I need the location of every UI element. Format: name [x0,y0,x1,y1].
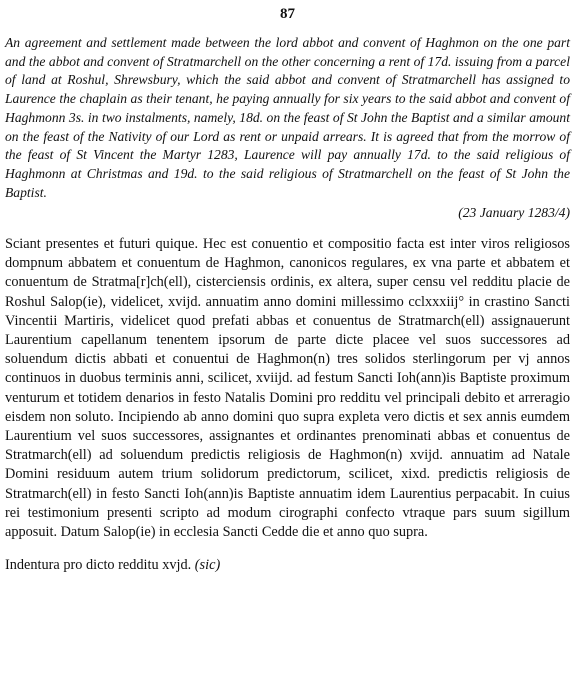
endorsement-note [5,556,570,575]
sic-annotation: (sic) [194,557,221,574]
latin-charter-text: Sciant presentes et futuri quique. Hec est conuentio et compositio facta est inter viros religiosos dompnum abbatem et conuentum de Haghmon, canonicos regulares, ex vna parte et abbatem et conuentum de Stratma[r]ch(ell), cisterciensis ordinis, ex altera, super censu vel redditu placie de Roshul Salop(ie), videlicet, xvijd. annuatim anno domini millessimo cclxxxiij° in crastino Sancti Vincentii Martiris, videlicet quod prefati abbas et conuentus de Stratmarch(ell) assignauerunt Laurentium capellanum tenentem ipsorum de parte dicte placee vel suos successores ad soluendum dictis abbati et conuentui de Haghmon(n) tres solidos sterlingorum per vj annos continuos in duobus terminis anni, scilicet, xviijd. ad festum Sancti Ioh(ann)is Baptiste proximum venturum et totidem denarios in festo Natalis Domini pro redditu vel principali debito et arreragio eisdem non soluto. Incipiendo ab anno domini quo supra expleta vero dictis et sex annis eumdem Laurentium vel suos successores, assignantes et ordinantes prenominati abbas et conuentus de Stratmarch(ell) ad soluendum predictis religiosis de Haghmon(n) xvijd. annuatim ad Natale Domini residuum autem trium solidorum predictorum, scilicet, xixd. predictis religiosis de Stratmarch(ell) in festo Sancti Ioh(ann)is Baptiste annuatim idem Laurentius perpacabit. In cuius rei testimonium presenti scripto ad modum cirographi confecto vtraque pars suum sigillum apposuit. Datum Salop(ie) in ecclesia Sancti Cedde die et anno quo supra. [5,236,570,541]
english-summary: An agreement and settlement made between the lord abbot and convent of Haghmon on the one part and the abbot and convent of Stratmarchell on the other concerning a rent of 17d. issuing from a parcel of land at Roshul, Shrewsbury, which the said abbot and convent of Stratmarchell has assigned to Laurence the chaplain as their tenant, he paying annually for six years to the said abbot and convent of Haghmonn 3s. in two instalments, namely, 18d. on the feast of St John the Baptist and a similar amount on the feast of the Nativity of our Lord as rent or unpaid arrears. It is agreed that from the morrow of the feast of St Vincent the Martyr 1283, Laurence will pay annually 17d. to the said religious of Haghmonn at Christmas and 19d. to the said religious of Stratmarchell on the feast of St John the Baptist. [5,35,570,200]
page-number: 87 [280,6,295,22]
endorsement-text: Indentura pro dicto redditu xvjd. [5,557,192,574]
document-date: (23 January 1283/4) [458,205,570,221]
